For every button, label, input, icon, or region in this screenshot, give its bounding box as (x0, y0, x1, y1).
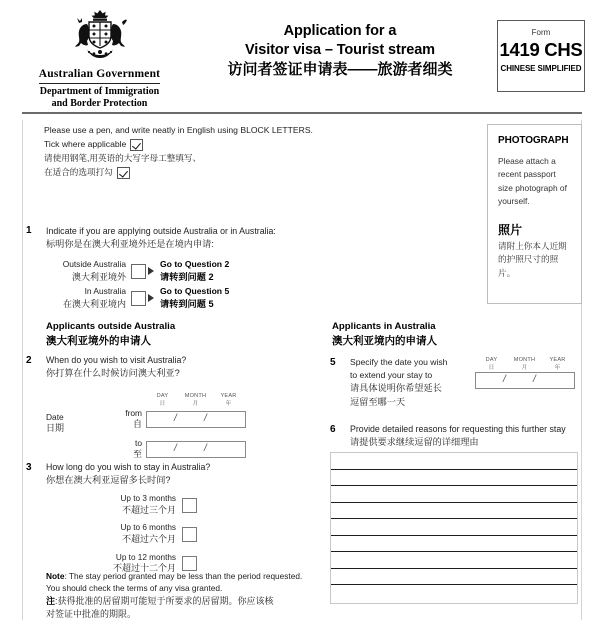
question-3-text-english: How long do you wish to stay in Australia? (46, 462, 211, 472)
option-labels (46, 259, 131, 282)
date-label-chinese: 日期 (46, 423, 65, 434)
option-label-chinese: 澳大利亚境外 (71, 271, 126, 282)
note-text-english-line2: You should check the terms of any visa granted. (46, 583, 223, 594)
checkbox-up-to-3-months[interactable] (182, 498, 197, 513)
answer-line[interactable] (331, 569, 577, 586)
option-label-chinese: 不超过十二个月 (112, 563, 176, 574)
to-label-chinese: 至 (132, 448, 142, 459)
to-label (98, 438, 146, 461)
question-1-option-outside-australia[interactable] (46, 259, 336, 283)
option-label-chinese: 不超过三个月 (121, 504, 176, 515)
from-label-chinese: 自 (132, 419, 142, 430)
goto-text-english: Go to Question 2 (160, 259, 230, 270)
form-language: CHINESE SIMPLIFIED (500, 63, 582, 73)
note-label-chinese: 注 (46, 595, 56, 606)
question-6-text-chinese: 请提供要求继续逗留的详细理由 (350, 436, 479, 447)
question-5-text-english-line2: to extend your stay to (350, 369, 433, 380)
question-2 (46, 354, 326, 461)
section-heading-outside-australia (46, 320, 175, 349)
option-label-english: Outside Australia (62, 259, 126, 270)
note-chinese (46, 595, 316, 608)
checkbox-in-australia[interactable] (131, 291, 146, 306)
to-label-english: to (135, 437, 142, 448)
question-5 (350, 356, 480, 409)
option-label-english: Up to 3 months (120, 494, 176, 504)
form-number: 1419 CHS (499, 39, 583, 60)
question-1-text-english: Indicate if you are applying outside Australia or in Australia: (46, 226, 276, 236)
question-1-number: 1 (26, 225, 32, 236)
tick-example-checkbox-english (130, 139, 143, 151)
option-label-english: Up to 12 months (115, 552, 176, 562)
date-from-input[interactable] (146, 411, 246, 428)
tick-example-checkbox-chinese (117, 167, 130, 179)
date-extend-stay-input[interactable] (475, 372, 575, 389)
month-column-header: MONTH 月 (184, 393, 207, 408)
date-to-input[interactable] (146, 441, 246, 458)
date-row-from (98, 408, 246, 431)
section-heading-chinese: 澳大利亚境内的申请人 (332, 334, 437, 347)
from-label (98, 408, 146, 431)
form-number-box (497, 20, 585, 92)
question-1-option-in-australia[interactable] (46, 286, 336, 310)
section-heading-in-australia (332, 320, 437, 349)
goto-text-chinese: 请转到问题 2 (160, 271, 214, 282)
instruction-line-2: Tick where applicable (44, 138, 127, 149)
answer-line[interactable] (331, 486, 577, 503)
note-text-chinese-line1: :获得批准的居留期可能短于所要求的居留期。你应该核 (55, 595, 274, 606)
year-column-header: YEAR 年 (220, 393, 237, 408)
option-goto (160, 286, 229, 310)
answer-line[interactable] (331, 536, 577, 553)
date-label-english: Date (46, 412, 64, 423)
section-heading-chinese: 澳大利亚境外的申请人 (46, 334, 151, 347)
note-block (46, 570, 316, 621)
option-label-chinese: 在澳大利亚境内 (62, 298, 126, 309)
note-text-english-line1: : The stay period granted may be less than the period requested. (64, 571, 303, 581)
question-1-text-chinese: 标明你是在澳大利亚境外还是在境内申请: (46, 238, 214, 249)
day-column-header: DAY 日 (485, 357, 498, 372)
option-label-english: Up to 6 months (120, 523, 176, 533)
checkbox-up-to-6-months[interactable] (182, 527, 197, 542)
option-labels (46, 286, 131, 309)
question-6 (350, 423, 590, 449)
question-6-text-english: Provide detailed reasons for requesting this further stay (350, 424, 566, 434)
question-2-number: 2 (26, 355, 32, 366)
question-5-text-chinese-line2: 逗留至哪一天 (350, 396, 406, 407)
form-title (195, 22, 485, 80)
question-5-date-group (475, 356, 575, 389)
date-row-to (98, 438, 246, 461)
note-text-chinese-line2: 对签证中批准的期限。 (46, 608, 137, 619)
option-goto (160, 259, 229, 283)
answer-line[interactable] (331, 585, 577, 602)
goto-text-english: Go to Question 5 (160, 286, 230, 297)
date-label (46, 392, 98, 435)
arrow-right-icon (148, 294, 154, 302)
question-3-option-6-months[interactable] (46, 523, 326, 545)
photograph-text-english: Please attach a recent passport size photograph of yourself. (498, 156, 567, 206)
year-column-header: YEAR 年 (549, 357, 566, 372)
question-2-date-group (46, 392, 326, 460)
australian-government-branding (22, 8, 177, 110)
question-1 (46, 225, 336, 313)
photograph-title-english: PHOTOGRAPH (498, 135, 569, 146)
question-6-number: 6 (330, 424, 336, 435)
header-divider-rule (22, 112, 582, 114)
form-title-english: Application for a Visitor visa – Tourist stream (245, 23, 435, 58)
form-header (0, 0, 604, 108)
date-rows (98, 392, 246, 460)
option-label-english: In Australia (84, 286, 126, 297)
from-label-english: from (125, 408, 142, 419)
checkbox-outside-australia[interactable] (131, 264, 146, 279)
note-label-english: Note (46, 571, 65, 581)
question-5-text-chinese-line1: 请具体说明你希望延长 (350, 382, 442, 393)
department-name: Department of Immigration and Border Protection (39, 86, 160, 110)
option-labels (46, 523, 182, 545)
question-1-options (46, 259, 336, 310)
photograph-title-chinese: 照片 (498, 223, 523, 238)
question-5-text-english-line1: Specify the date you wish (350, 357, 448, 367)
section-heading-english: Applicants in Australia (332, 321, 436, 332)
instructions-block (44, 124, 344, 180)
answer-line[interactable] (331, 453, 577, 470)
answer-line[interactable] (331, 470, 577, 487)
instruction-line-4-row (44, 166, 344, 180)
question-3-text-chinese: 你想在澳大利亚逗留多长时间? (46, 474, 171, 485)
answer-line[interactable] (331, 503, 577, 520)
question-2-text-chinese: 你打算在什么时候访问澳大利亚? (46, 367, 180, 378)
note-english (46, 570, 316, 582)
photograph-box (487, 124, 582, 304)
question-3 (46, 461, 326, 575)
month-column-header: MONTH 月 (513, 357, 536, 372)
day-column-header: DAY 日 (156, 393, 169, 408)
question-2-text-english: When do you wish to visit Australia? (46, 355, 187, 365)
instruction-line-4: 在适合的选项打勾 (44, 166, 113, 177)
date-column-headers-q5 (475, 356, 575, 372)
date-column-headers-from (146, 392, 246, 408)
commonwealth-coat-of-arms-icon (67, 8, 133, 64)
question-5-number: 5 (330, 357, 336, 368)
question-3-number: 3 (26, 462, 32, 473)
photograph-text-chinese: 请附上你本人近期的护照尺寸的照片。 (498, 241, 567, 278)
instruction-line-2-row (44, 138, 344, 152)
answer-line[interactable] (331, 552, 577, 569)
arrow-right-icon (148, 267, 154, 275)
goto-text-chinese: 请转到问题 5 (160, 298, 214, 309)
instruction-line-1: Please use a pen, and write neatly in English using BLOCK LETTERS. (44, 125, 313, 135)
answer-line[interactable] (331, 519, 577, 536)
section-heading-english: Applicants outside Australia (46, 321, 176, 332)
question-6-answer-box[interactable] (330, 452, 578, 604)
government-name: Australian Government (39, 68, 160, 84)
option-label-chinese: 不超过六个月 (121, 534, 176, 545)
form-title-chinese: 访问者签证申请表——旅游者细类 (227, 61, 453, 79)
instruction-line-3: 请使用钢笔,用英语的大写字母工整填写、 (44, 152, 202, 163)
form-label: Form (531, 28, 551, 37)
option-labels (46, 494, 182, 516)
question-3-option-3-months[interactable] (46, 494, 326, 516)
